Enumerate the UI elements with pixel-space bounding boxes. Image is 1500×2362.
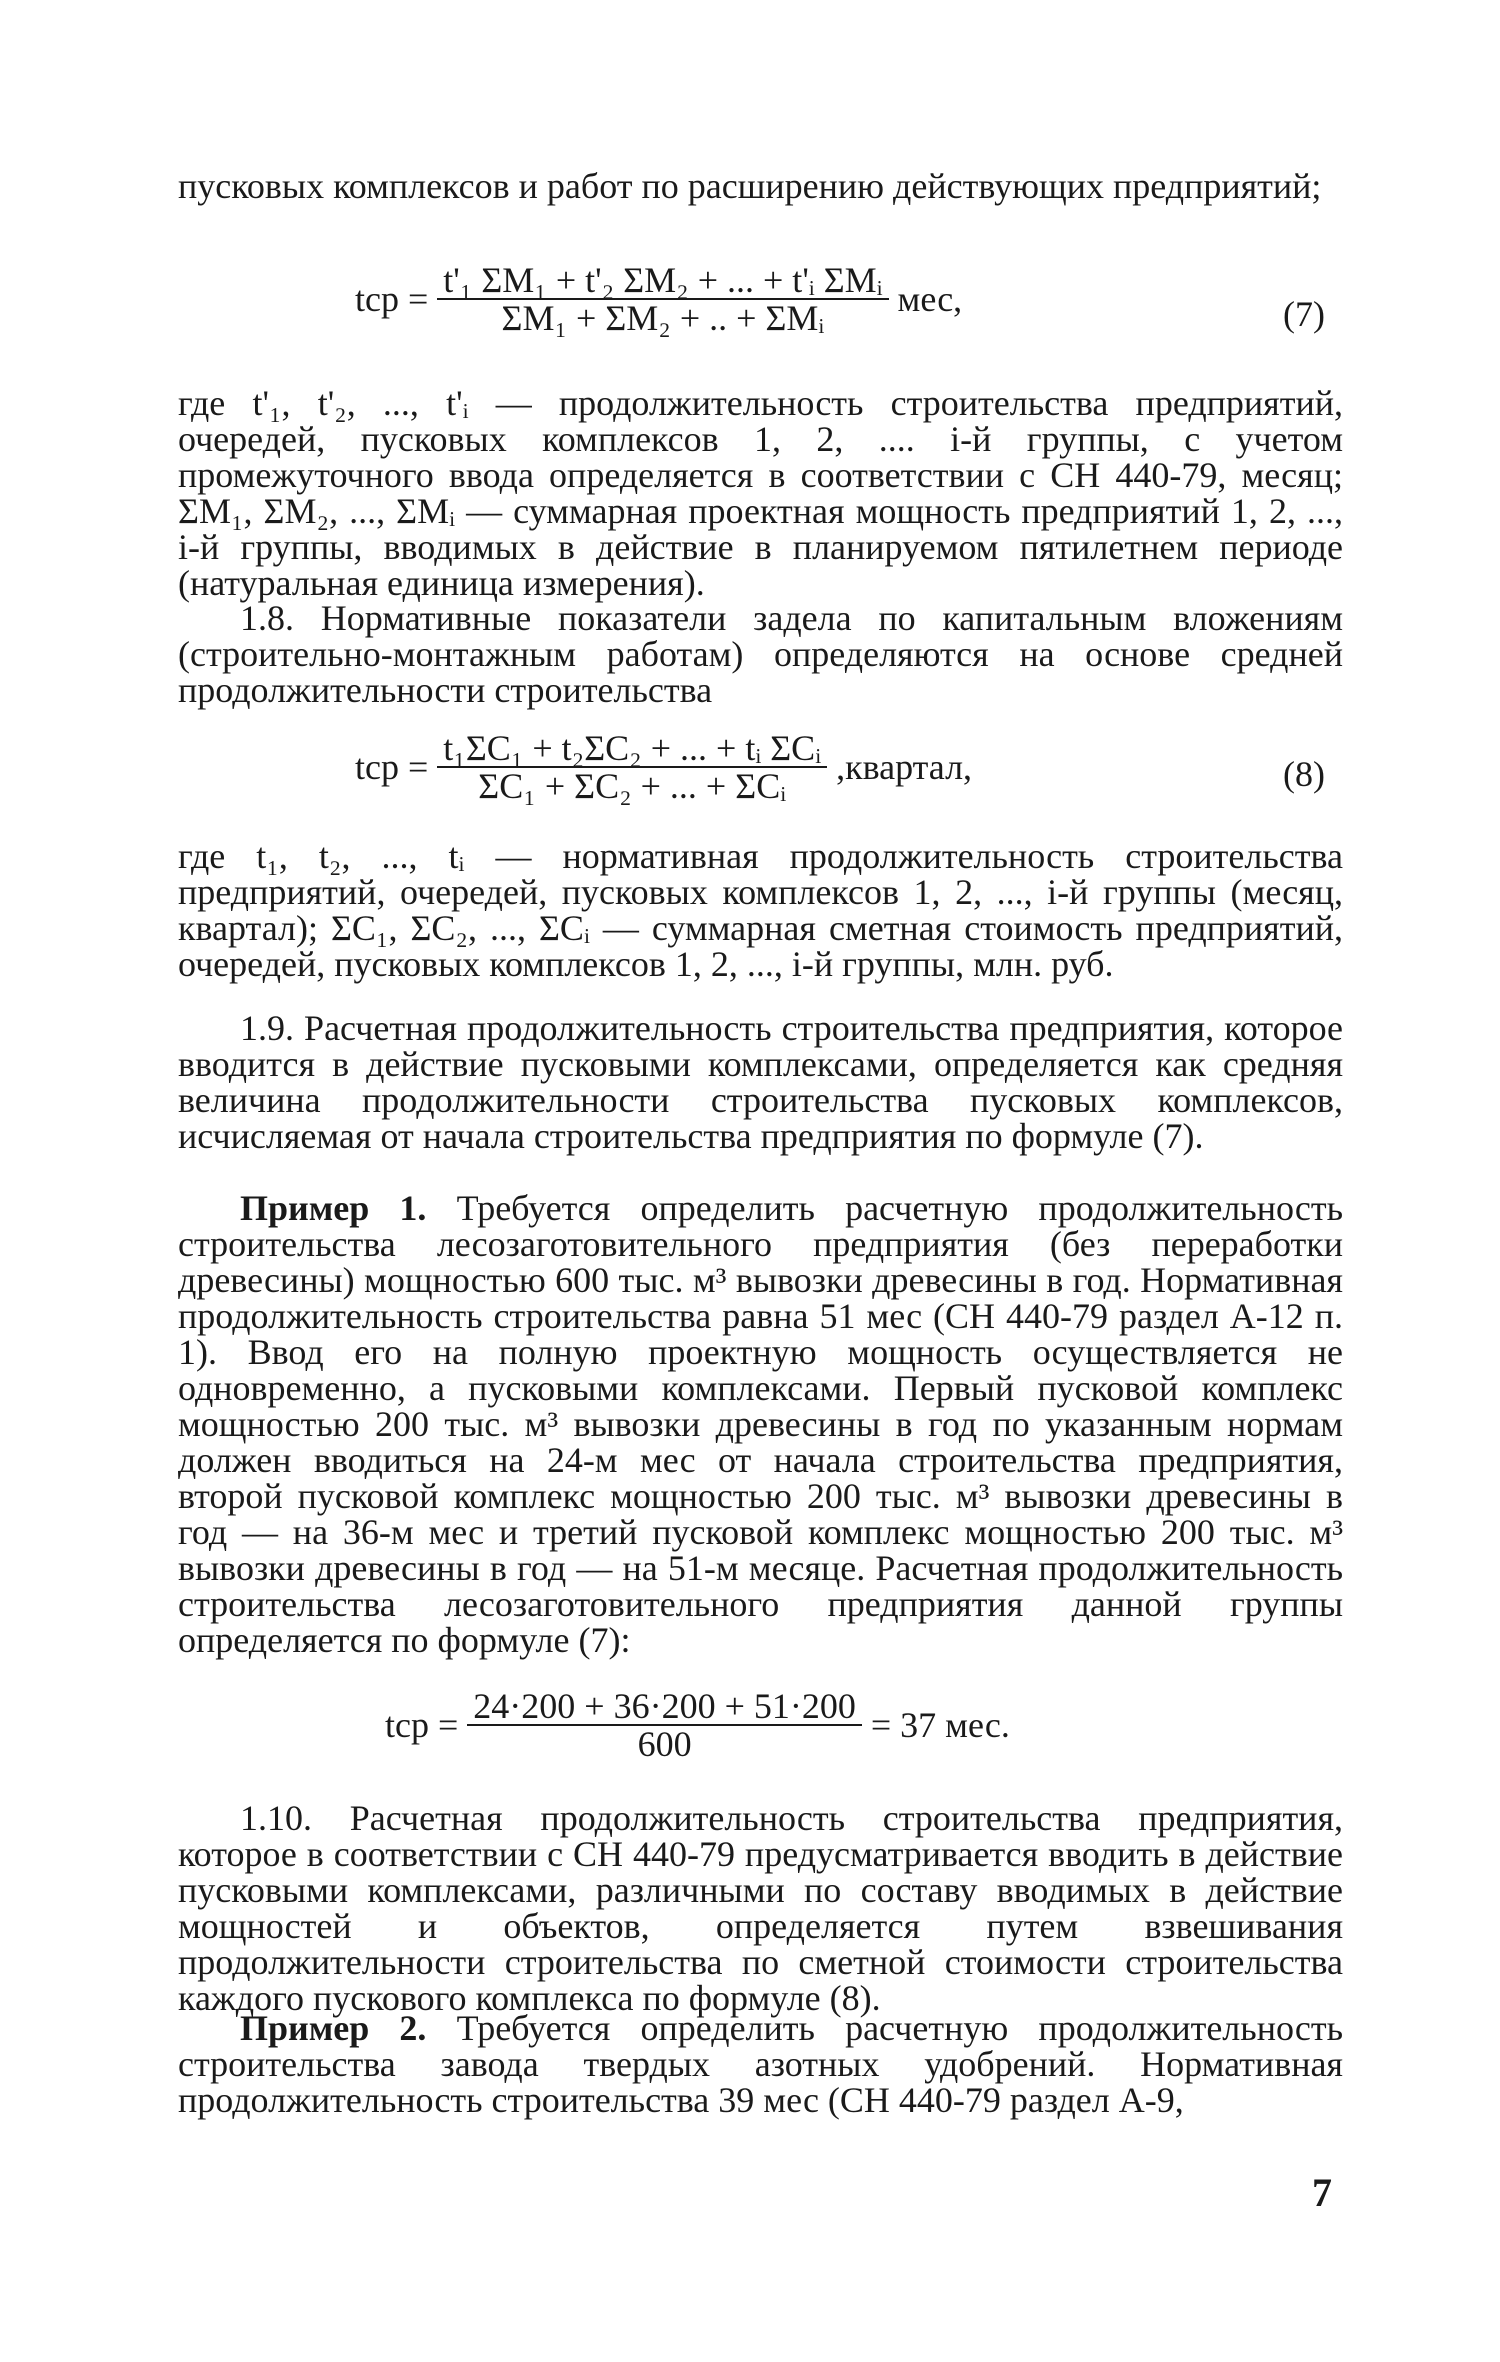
formula-7-unit: мес,: [897, 279, 963, 319]
formula-8-fraction: [437, 730, 827, 804]
formula-example-numerator: 24·200 + 36·200 + 51·200: [473, 1686, 856, 1726]
example-1-label: Пример 1.: [240, 1188, 427, 1228]
formula-example-result: = 37 мес.: [870, 1705, 1010, 1745]
paragraph-where-8: где t₁, t₂, ..., tᵢ — нормативная продолжительность строительства предприятий, очередей, пусковых комплексов 1, 2, ..., i-й группы (месяц, квартал); ΣC₁, ΣC₂, ..., ΣCᵢ — суммарная сметная стоимость предприятий, очередей, пусковых комплексов 1, 2, ..., i-й группы, млн. руб.: [178, 836, 1343, 984]
paragraph-1-8: 1.8. Нормативные показатели задела по капитальным вложениям (строительно-монтажным работам) определяются на основе средней продолжительности строительства: [178, 598, 1343, 710]
formula-7-numerator: t'₁ ΣM₁ + t'₂ ΣM₂ + ... + t'ᵢ ΣMᵢ: [443, 260, 883, 300]
formula-example-fraction: [467, 1688, 862, 1762]
example-2-text: Требуется определить расчетную продолжительность строительства завода твердых азотных удобрений. Нормативная продолжительность строительства 39 мес (СН 440-79 раздел А-9,: [178, 2008, 1343, 2120]
formula-8-unit: ,квартал,: [836, 747, 973, 787]
paragraph-1-9: 1.9. Расчетная продолжительность строительства предприятия, которое вводится в действие пусковыми комплексами, определяется как средняя величина продолжительности строительства пусковых комплексов, исчисляемая от начала строительства предприятия по формуле (7).: [178, 1008, 1343, 1156]
formula-8-lhs: tср =: [355, 747, 429, 787]
formula-7: [355, 262, 962, 336]
formula-example-denominator: 600: [467, 1724, 862, 1762]
paragraph-where-7: где t'₁, t'₂, ..., t'ᵢ — продолжительность строительства предприятий, очередей, пусковых комплексов 1, 2, .... i-й группы, с учетом промежуточного ввода определяется в соответствии с СН 440-79, месяц; ΣM₁, ΣM₂, ..., ΣMᵢ — суммарная проектная мощность предприятий 1, 2, ..., i-й группы, вводимых в действие в планируемом пятилетнем периоде (натуральная единица измерения).: [178, 383, 1343, 603]
paragraph-example-1: [178, 1190, 1343, 1658]
paragraph-example-2: [178, 2010, 1343, 2118]
formula-7-fraction: [437, 262, 888, 336]
page-number: 7: [1312, 2170, 1332, 2215]
equation-number-8: (8): [1283, 754, 1325, 794]
formula-7-denominator: ΣM₁ + ΣM₂ + .. + ΣMᵢ: [437, 298, 888, 336]
example-2-label: Пример 2.: [240, 2008, 427, 2048]
formula-8: [355, 730, 972, 804]
formula-7-lhs: tср =: [355, 279, 429, 319]
equation-number-7: (7): [1283, 294, 1325, 334]
formula-example-lhs: tср =: [385, 1705, 459, 1745]
formula-example: [385, 1688, 1010, 1762]
paragraph-intro: пусковых комплексов и работ по расширению действующих предприятий;: [178, 166, 1322, 206]
formula-8-numerator: t₁ΣC₁ + t₂ΣC₂ + ... + tᵢ ΣCᵢ: [443, 728, 822, 768]
formula-8-denominator: ΣC₁ + ΣC₂ + ... + ΣCᵢ: [437, 766, 827, 804]
paragraph-1-10: 1.10. Расчетная продолжительность строительства предприятия, которое в соответствии с СН 440-79 предусматривается вводить в действие пусковыми комплексами, различными по составу вводимых в действие мощностей и объектов, определяется путем взвешивания продолжительности строительства по сметной стоимости строительства каждого пускового комплекса по формуле (8).: [178, 1798, 1343, 2018]
example-1-text: Требуется определить расчетную продолжительность строительства лесозаготовительного предприятия (без переработки древесины) мощностью 600 тыс. м³ вывозки древесины в год. Нормативная продолжительность строительства равна 51 мес (СН 440-79 раздел А-12 п. 1). Ввод его на полную проектную мощность осуществляется не одновременно, а пусковыми комплексами. Первый пусковой комплекс мощностью 200 тыс. м³ вывозки древесины в год по указанным нормам должен вводиться на 24-м мес от начала строительства предприятия, второй пусковой комплекс мощностью 200 тыс. м³ вывозки древесины в год — на 36-м мес и третий пусковой комплекс мощностью 200 тыс. м³ вывозки древесины в год — на 51-м месяце. Расчетная продолжительность строительства лесозаготовительного предприятия данной группы определяется по формуле (7):: [178, 1188, 1343, 1660]
